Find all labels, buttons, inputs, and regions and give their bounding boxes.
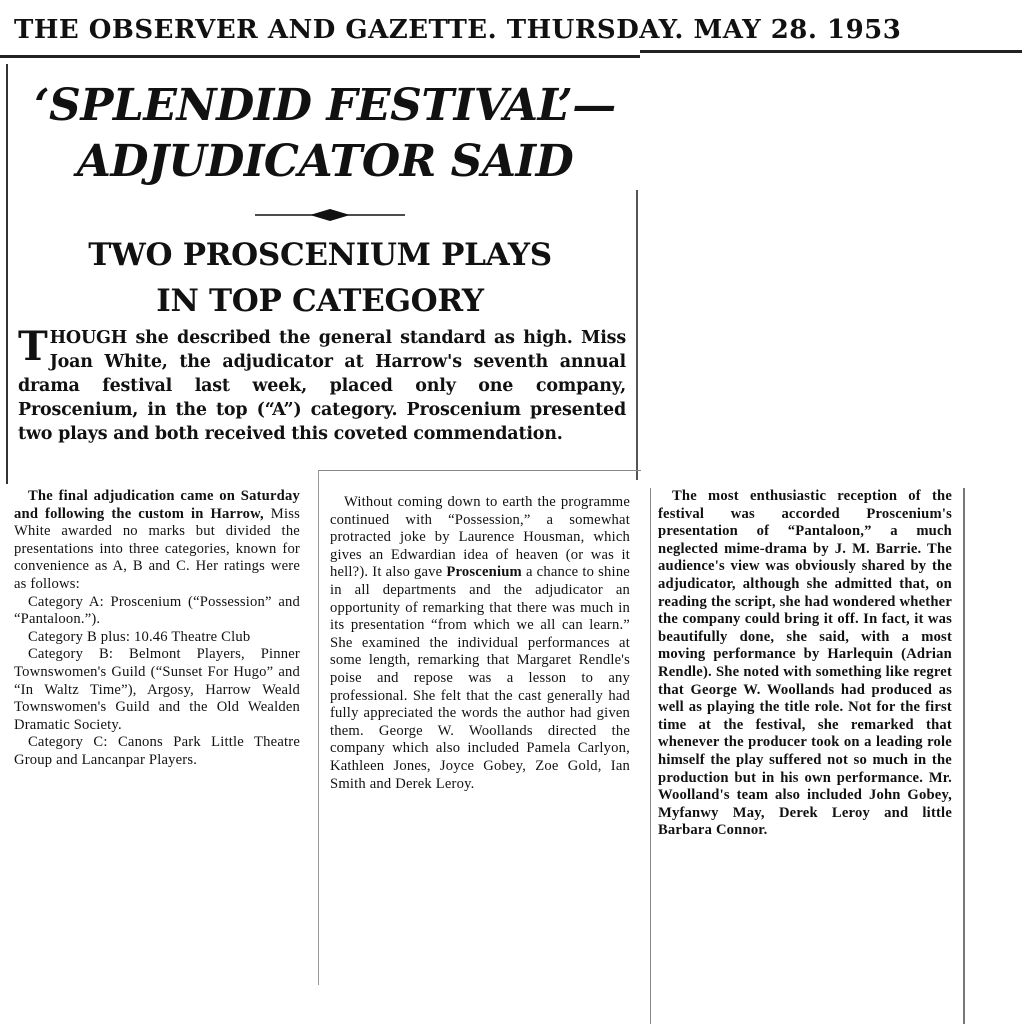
drop-cap: T <box>18 323 48 370</box>
category-c: Category C: Canons Park Little Theatre Group and Lancanpar Players. <box>14 734 300 768</box>
category-b-plus: Category B plus: 10.46 Theatre Club <box>28 628 251 645</box>
column-1-paragraph <box>14 488 300 594</box>
column-1-text: Miss White awarded no marks but divided the presentations into three categories, known for convenience as A, B and C. Her ratings were as follows: <box>14 505 300 592</box>
column-2-paragraph <box>330 494 630 793</box>
masthead: THE OBSERVER AND GAZETTE. THURSDAY. MAY 28. 1953 <box>14 15 902 45</box>
article-column-2 <box>330 494 630 793</box>
category-a: Category A: Proscenium (“Possession” and “Pantaloon.”). <box>14 593 300 628</box>
headline-line-1: ‘SPLENDID FESTIVAL’— <box>34 80 616 131</box>
column-2-text-b: a chance to shine in all departments and the adjudicator an opportunity of remarking that there was much in its presentation “from which we all can learn.” She examined the individual performances at some length, remarking that Margaret Rendle's poise and repose was a lesson to any professional. She felt that the cast generally had fully appreciated the words the author had given them. George W. Woollands directed the company which also included Pamela Carlyon, Kathleen Jones, Joyce Gobey, Zoe Gold, Ian Smith and Derek Leroy. <box>330 564 630 792</box>
column-3-bold-text: The most enthusiastic reception of the festival was accorded Proscenium's presentation of “Pantaloon,” a much neglected mime-drama by J. M. Barrie. The audience's view was obviously shared by the adjudicator, although she admitted that, on reading the script, she had wondered whether the company could bring it off. In fact, it was beautifully done, she said, with a most moving performance by Harlequin (Adrian Rendle). She noted with something like regret that George W. Woollands had produced as well as playing the title role. Not for the first time at the festival, she remarked that whenever the producer took on a leading role himself the play suffered not so much in the production but in his own performance. Mr. Woolland's team also included John Gobey, Myfanwy May, Derek Leroy and little Barbara Connor. <box>658 488 952 839</box>
ornament-divider <box>255 208 405 222</box>
masthead-rule-right <box>640 50 1022 53</box>
subheadline-line-2: IN TOP CATEGORY <box>156 283 484 319</box>
column-rule-right <box>636 190 638 480</box>
column-1-bold-text: The final adjudication came on Saturday and following the custom in Harrow, <box>14 488 300 522</box>
subheadline-line-1: TWO PROSCENIUM PLAYS <box>88 237 552 273</box>
column-2-bold-text: Proscenium <box>446 564 522 581</box>
lead-paragraph <box>18 323 626 446</box>
column-2-text-a: Without coming down to earth the programme continued with “Possession,” a somewhat protracted joke by Laurence Housman, which gives an Edwardian idea of heaven (or was it hell?). It also gave <box>330 494 630 581</box>
headline-line-2: ADJUDICATOR SAID <box>76 136 574 187</box>
article-column-1 <box>14 488 300 770</box>
column-3-paragraph <box>658 488 952 840</box>
masthead-rule <box>0 55 640 58</box>
subheadline <box>20 232 620 324</box>
lead-text: HOUGH she described the general standard as high. Miss Joan White, the adjudicator at Harrow's seventh annual drama festival last week, placed only one company, Proscenium, in the top (“A”) category. Proscenium presented two plays and both received this coveted commendation. <box>18 328 626 444</box>
article-column-3 <box>658 488 952 840</box>
headline <box>20 78 630 190</box>
category-b: Category B: Belmont Players, Pinner Townswomen's Guild (“Sunset For Hugo” and “In Waltz Time”), Argosy, Harrow Weald Townswomen's Guild and the Old Wealden Dramatic Society. <box>14 646 300 733</box>
column-rule-left <box>6 64 8 484</box>
